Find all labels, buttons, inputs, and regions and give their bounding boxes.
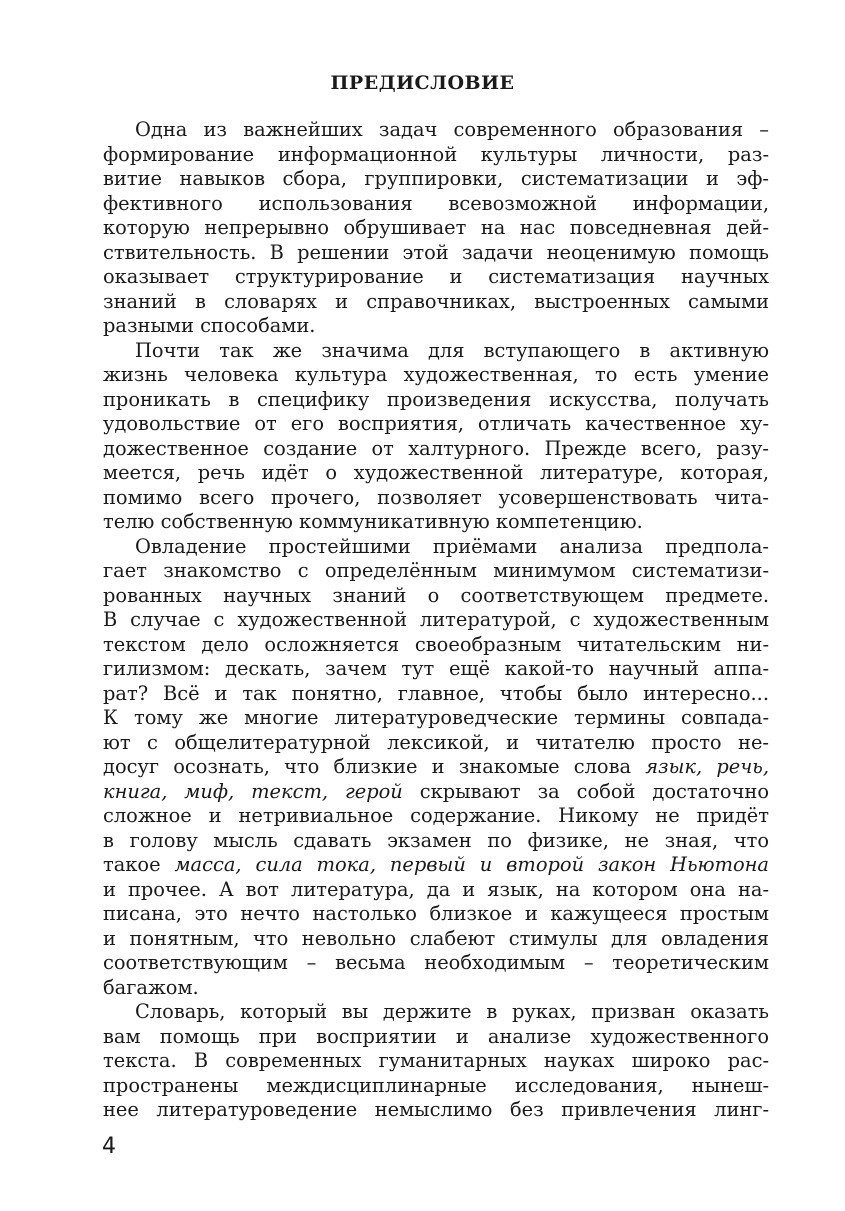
body-text [103,118,769,1123]
text-line: Словарь, который вы держите в руках, призван оказать [135,1000,769,1023]
text-line: удовольствие от его восприятия, отличать качественное ху- [103,412,769,435]
text-line: Почти так же значима для вступающего в активную [135,338,769,362]
text-line: соответствующим – весьма необходимым – теоретическим [103,951,769,974]
text-line: текста. В современных гуманитарных науках широко рас- [103,1049,769,1072]
text-line: оказывает структурирование и систематизация научных [103,265,769,288]
italic-term: язык, речь, [645,755,770,778]
text-line [103,780,769,805]
page-title: ПРЕДИСЛОВИЕ [330,72,515,94]
text-line: сложное и нетривиальное содержание. Никому не придёт [103,804,769,827]
text-line: дожественное создание от халтурного. Прежде всего, разу- [103,436,769,460]
text-line: и прочее. А вот литература, да и язык, на котором она на- [103,877,769,901]
text-line: вам помощь при восприятии и анализе художественного [103,1024,769,1048]
text-segment: скрывают за собой достаточно [402,779,769,803]
text-line: жизнь человека культура художественная, то есть умение [103,363,769,386]
text-line: текстом дело осложняется своеобразным читательским ни- [103,632,769,656]
text-line: фективного использования всевозможной информации, [103,191,769,215]
text-line: писана, это нечто настолько близкое и кажущееся простым [103,902,769,925]
text-segment: досуг осознать, что близкие и знакомые слова [103,755,646,778]
text-line: ствительность. В решении этой задачи неоценимую помощь [103,240,769,264]
text-line: багажом. [103,975,199,999]
italic-term: масса, сила тока, первый и второй закон Ньютона [174,853,769,876]
text-line [103,853,769,878]
text-line: пространены междисциплинарные исследования, нынеш- [103,1073,769,1097]
text-line: и понятным, что невольно слабеют стимулы для овладения [103,926,769,950]
text-line: Овладение простейшими приёмами анализа предпола- [135,534,769,558]
text-line: нее литературоведение немыслимо без привлечения линг- [103,1098,769,1121]
text-line: рат? Всё и так понятно, главное, чтобы было интересно... [103,681,769,705]
text-line: телю собственную коммуникативную компетенцию. [103,510,643,533]
text-line: знаний в словарях и справочниках, выстроенных самыми [103,289,769,313]
text-line: витие навыков сбора, группировки, систематизации и эф- [103,167,769,190]
text-line: меется, речь идёт о художественной литературе, которая, [103,461,769,484]
text-line: гает знакомство с определённым минимумом систематизи- [103,559,769,582]
text-segment: такое [103,853,175,876]
text-line: К тому же многие литературоведческие термины совпада- [103,706,769,729]
text-line: проникать в специфику произведения искусства, получать [103,387,769,411]
text-line: которую непрерывно обрушивает на нас повседневная дей- [103,216,769,239]
text-line: разными способами. [103,314,316,337]
text-line: ют с общелитературной лексикой, и читателю просто не- [103,730,769,754]
text-line: гилизмом: дескать, зачем тут ещё какой-то научный аппа- [103,657,769,680]
page-number: 4 [102,1134,116,1159]
text-line: формирование информационной культуры личности, раз- [103,142,769,166]
text-line: Одна из важнейших задач современного образования – [135,118,769,141]
text-line [103,755,769,780]
text-line: рованных научных знаний о соответствующем предмете. [103,583,769,607]
italic-term: книга, миф, текст, герой [103,779,403,803]
text-line: помимо всего прочего, позволяет усовершенствовать чита- [103,485,769,509]
text-line: В случае с художественной литературой, с художественным [103,608,769,631]
text-line: в голову мысль сдавать экзамен по физике, не зная, что [103,828,769,852]
